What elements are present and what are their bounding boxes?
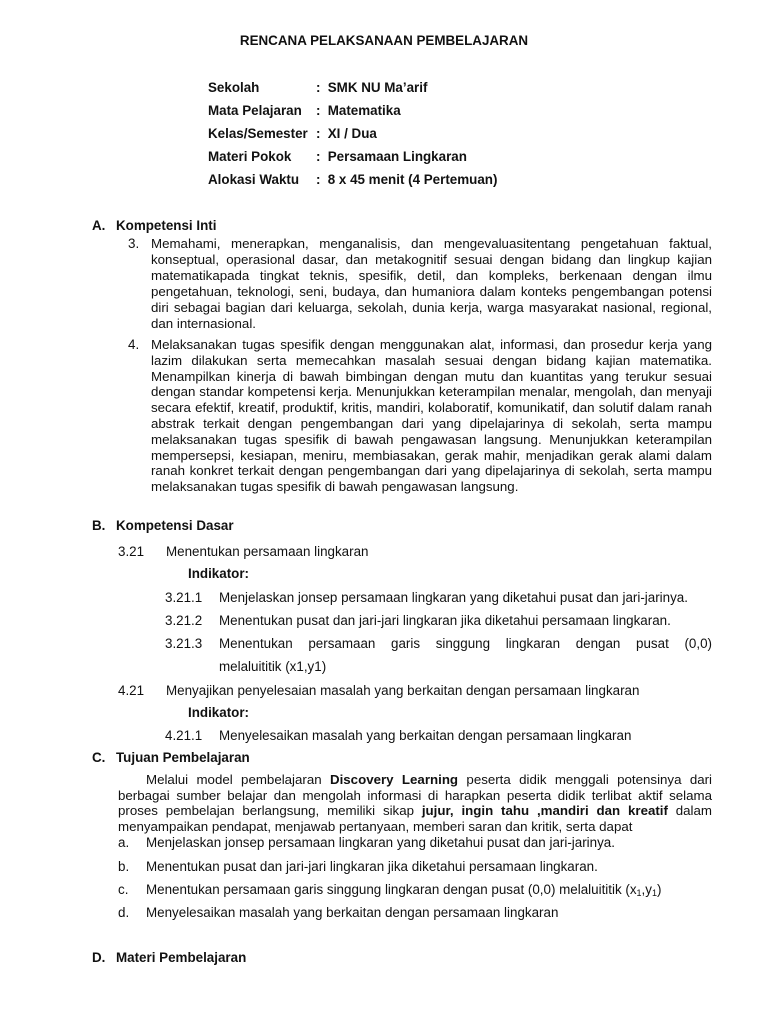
meta-colon: : — [316, 172, 321, 187]
meta-value: XI / Dua — [327, 126, 377, 141]
tujuan-paragraph — [118, 772, 712, 834]
meta-colon: : — [316, 103, 321, 118]
kd-text: Menyajikan penyelesaian masalah yang berkaitan dengan persamaan lingkaran — [166, 683, 640, 698]
indikator-label: Indikator: — [188, 566, 250, 581]
indikator-text: Menyelesaikan masalah yang berkaitan dengan persamaan lingkaran — [219, 728, 632, 743]
tujuan-letter: b. — [118, 859, 130, 874]
meta-label: Kelas/Semester — [208, 126, 308, 141]
tujuan-item-text-mid: ,y — [641, 882, 652, 897]
tujuan-letter: a. — [118, 835, 130, 850]
sikap-list: jujur, ingin tahu ,mandiri dan kreatif — [421, 803, 668, 818]
indikator-text: Menentukan persamaan garis singgung lingkaran dengan pusat (0,0) — [219, 636, 712, 651]
indikator-number: 3.21.1 — [165, 590, 203, 605]
kd-text: Menentukan persamaan lingkaran — [166, 544, 369, 559]
section-letter: B. — [92, 518, 106, 533]
meta-value: Persamaan Lingkaran — [327, 149, 467, 164]
tujuan-item-text: Menjelaskan jonsep persamaan lingkaran yang diketahui pusat dan jari-jarinya. — [146, 835, 615, 850]
meta-value: Matematika — [327, 103, 401, 118]
tujuan-item-text: Menyelesaikan masalah yang berkaitan dengan persamaan lingkaran — [146, 905, 559, 920]
tujuan-item-text — [146, 882, 661, 899]
model-name: Discovery Learning — [329, 772, 459, 787]
meta-row-mata-pelajaran — [208, 103, 401, 120]
kd-number: 4.21 — [118, 683, 145, 698]
tujuan-text-1: Melalui model pembelajaran — [146, 772, 330, 787]
indikator-text-cont: melaluititik (x1,y1) — [219, 659, 327, 674]
indikator-number: 4.21.1 — [165, 728, 203, 743]
subscript: 1 — [636, 888, 642, 898]
section-letter: A. — [92, 218, 106, 233]
meta-label: Materi Pokok — [208, 149, 292, 164]
section-c-heading — [92, 750, 250, 767]
meta-colon: : — [316, 149, 321, 164]
ki-text: Melaksanakan tugas spesifik dengan menggunakan alat, informasi, dan prosedur kerja yang lazim dilakukan serta memecahkan masalah sesuai dengan bidang kajian matematika. Menampilkan kinerja di bawah bimbingan dengan mutu dan kuantitas yang terukur sesuai dengan standar kompetensi kerja. Menunjukkan keterampilan menalar, mengolah, dan menyaji secara efektif, kreatif, produktif, kritis, mandiri, kolaboratif, komunikatif, dan solutif dalam ranah abstrak terkait dengan pengembangan dari yang dipelajarinya di sekolah, serta mampu melaksanakan tugas spesifik di bawah pengawasan langsung. Menunjukkan keterampilan mempersepsi, kesiapan, meniru, membiasakan, gerak mahir, menjadikan gerak alami dalam ranah konkret terkait dengan pengembangan dari yang dipelajarinya di sekolah, serta mampu melaksanakan tugas spesifik di bawah pengawasan langsung. — [151, 337, 712, 495]
meta-colon: : — [316, 80, 321, 95]
meta-label: Alokasi Waktu — [208, 172, 300, 187]
tujuan-item-text-main: Menentukan persamaan garis singgung lingkaran dengan pusat (0,0) melaluititik (x — [146, 882, 637, 897]
meta-colon: : — [316, 126, 321, 141]
meta-row-sekolah — [208, 80, 427, 97]
tujuan-letter: d. — [118, 905, 130, 920]
tujuan-text-3: dalam menyampaikan pendapat, menjawab pertanyaan, memberi saran dan kritik, serta dapat — [118, 803, 712, 834]
section-title: Kompetensi Inti — [116, 218, 217, 233]
section-title: Materi Pembelajaran — [116, 950, 247, 965]
meta-value: SMK NU Ma’arif — [327, 80, 428, 95]
meta-row-kelas-semester — [208, 126, 377, 143]
meta-row-materi-pokok — [208, 149, 467, 166]
tujuan-item-text: Menentukan pusat dan jari-jari lingkaran jika diketahui persamaan lingkaran. — [146, 859, 598, 874]
section-d-heading — [92, 950, 246, 967]
section-title: Tujuan Pembelajaran — [116, 750, 250, 765]
section-title: Kompetensi Dasar — [116, 518, 234, 533]
meta-value: 8 x 45 menit (4 Pertemuan) — [327, 172, 498, 187]
section-a-heading — [92, 218, 216, 235]
indikator-number: 3.21.3 — [165, 636, 203, 651]
meta-row-alokasi-waktu — [208, 172, 497, 189]
subscript: 1 — [651, 888, 657, 898]
indikator-label: Indikator: — [188, 705, 250, 720]
tujuan-letter: c. — [118, 882, 129, 897]
ki-number: 3. — [128, 236, 140, 251]
kd-number: 3.21 — [118, 544, 145, 559]
ki-number: 4. — [128, 337, 140, 352]
section-b-heading — [92, 518, 234, 535]
section-letter: D. — [92, 950, 106, 965]
tujuan-text-2: peserta didik menggali potensinya dari berbagai sumber belajar dan mengolah informasi di harapkan peserta didik terlibat aktif selama proses pembelajan berlangsung, memiliki sikap — [118, 772, 712, 818]
indikator-text: Menjelaskan jonsep persamaan lingkaran yang diketahui pusat dan jari-jarinya. — [219, 590, 688, 605]
indikator-text: Menentukan pusat dan jari-jari lingkaran jika diketahui persamaan lingkaran. — [219, 613, 671, 628]
tujuan-item-text-end: ) — [656, 882, 662, 897]
meta-label: Sekolah — [208, 80, 260, 95]
section-letter: C. — [92, 750, 106, 765]
indikator-number: 3.21.2 — [165, 613, 203, 628]
document-title: RENCANA PELAKSANAAN PEMBELAJARAN — [239, 33, 529, 48]
meta-label: Mata Pelajaran — [208, 103, 302, 118]
ki-text: Memahami, menerapkan, menganalisis, dan mengevaluasitentang pengetahuan faktual, konseptual, operasional dasar, dan metakognitif sesuai dengan bidang dan lingkup kajian matematikapada tingkat teknis, spesifik, detil, dan kompleks, berkenaan dengan ilmu pengetahuan, teknologi, seni, budaya, dan humaniora dalam konteks pengembangan potensi diri sebagai bagian dari keluarga, sekolah, dunia kerja, warga masyarakat nasional, regional, dan internasional. — [151, 236, 712, 331]
